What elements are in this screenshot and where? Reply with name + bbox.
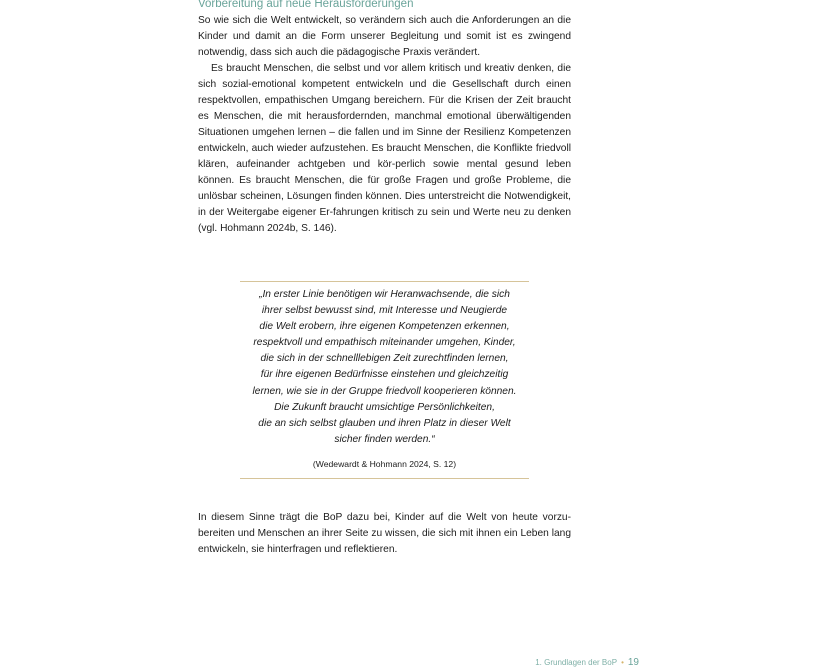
footer-chapter: 1. Grundlagen der BoP xyxy=(535,658,618,667)
quote-citation: (Wedewardt & Hohmann 2024, S. 12) xyxy=(312,459,457,469)
footer-separator-dot: • xyxy=(621,658,624,667)
quote-line: Die Zukunft braucht umsichtige Persönlichkeiten, xyxy=(274,401,495,413)
quote-line: sicher finden werden.“ xyxy=(334,433,435,445)
body-paragraph-1: So wie sich die Welt entwickelt, so verändern sich auch die Anforderungen an die Kinder und damit an die Form unserer Begleitung und somit ist es zwingend notwendig, dass sich auch die pädagogische Praxis verändert. xyxy=(198,15,571,58)
block-quote xyxy=(240,281,529,479)
quote-line: „In erster Linie benötigen wir Heranwachsende, die sich xyxy=(259,289,510,300)
quote-line: lernen, wie sie in der Gruppe friedvoll kooperieren können. xyxy=(252,385,517,397)
quote-line: ihrer selbst bewusst sind, mit Interesse und Neugierde xyxy=(261,305,508,317)
quote-text xyxy=(230,287,539,448)
page-number: 19 xyxy=(627,657,639,668)
section-heading: Vorbereitung auf neue Herausforderungen xyxy=(198,0,414,10)
page-footer xyxy=(535,656,639,670)
body-paragraph-2: Es braucht Menschen, die selbst und vor allem kritisch und kreativ denken, die sich sozial-emotional kompetent entwickeln und die Gesellschaft durch einen respektvollen, empathischen Umgang bereichern. Für die Krisen der Zeit braucht es Menschen, die mit herausfordernden, manchmal emotional überwältigenden Situationen umgehen lernen – die fallen und im Sinne der Resilienz Kompetenzen entwickeln, auch wieder aufzustehen. Es braucht Menschen, die Konflikte friedvoll klären, aufeinander achtgeben und kör-perlich sowie mental gesund leben können. Es braucht Menschen, die für große Fragen und große Probleme, die unlösbar scheinen, Lösungen finden können. Dies unterstreicht die Notwendigkeit, in der Weitergabe eigener Er-fahrungen kritisch zu sein und Werte neu zu denken (vgl. Hohmann 2024b, S. 146). xyxy=(198,63,571,234)
quote-line: die Welt erobern, ihre eigenen Kompetenzen erkennen, xyxy=(259,321,510,333)
body-paragraph-3: In diesem Sinne trägt die BoP dazu bei, Kinder auf die Welt von heute vorzu-bereiten und Menschen an ihrer Seite zu wissen, die sich mit ihnen ein Leben lang entwickeln, sie hinterfragen und reflektieren. xyxy=(198,512,571,555)
quote-line: die sich in der schnelllebigen Zeit zurechtfinden lernen, xyxy=(260,353,509,365)
quote-line: respektvoll und empathisch miteinander umgehen, Kinder, xyxy=(253,337,516,349)
quote-line: für ihre eigenen Bedürfnisse einstehen und gleichzeitig xyxy=(260,369,509,381)
quote-line: die an sich selbst glauben und ihren Platz in dieser Welt xyxy=(258,417,511,429)
